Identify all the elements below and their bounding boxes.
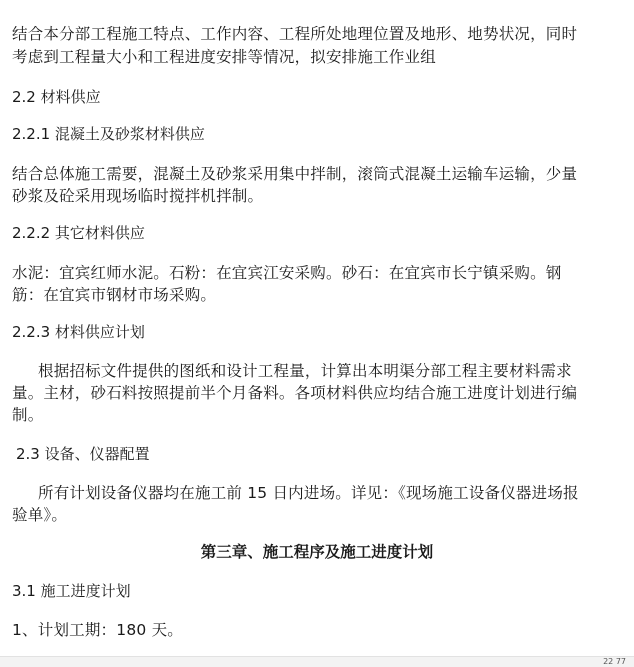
intro-paragraph-line-1: 结合本分部工程施工特点、工作内容、工程所处地理位置及地形、地势状况，同时 bbox=[12, 25, 578, 43]
paragraph-2-2-2-line-1: 水泥：宜宾红师水泥。石粉：在宜宾江安采购。砂石：在宜宾市长宁镇采购。钢 bbox=[12, 264, 562, 282]
section-heading-2-3: 2.3 设备、仪器配置 bbox=[16, 445, 150, 463]
paragraph-3-1-line-1: 1、计划工期：180 天。 bbox=[12, 621, 183, 639]
section-heading-2-2: 2.2 材料供应 bbox=[12, 88, 101, 106]
status-bar bbox=[0, 656, 634, 667]
paragraph-2-2-3-line-1: 根据招标文件提供的图纸和设计工程量，计算出本明渠分部工程主要材料需求 bbox=[38, 362, 572, 380]
section-heading-3-1: 3.1 施工进度计划 bbox=[12, 582, 131, 600]
section-heading-2-2-1: 2.2.1 混凝土及砂浆材料供应 bbox=[12, 125, 205, 143]
paragraph-2-2-2-line-2: 筋：在宜宾市钢材市场采购。 bbox=[12, 286, 217, 304]
section-heading-2-2-2: 2.2.2 其它材料供应 bbox=[12, 224, 145, 242]
status-bar-text: 22 77 bbox=[603, 657, 626, 666]
paragraph-2-2-1-line-2: 砂浆及砼采用现场临时搅拌机拌制。 bbox=[12, 187, 264, 205]
section-heading-2-2-3: 2.2.3 材料供应计划 bbox=[12, 323, 145, 341]
chapter-3-title: 第三章、施工程序及施工进度计划 bbox=[200, 542, 434, 561]
paragraph-2-2-3-line-3: 制。 bbox=[12, 406, 44, 424]
paragraph-2-3-line-2: 验单》。 bbox=[12, 506, 68, 524]
paragraph-2-2-3-line-2: 量。主材，砂石料按照提前半个月备料。各项材料供应均结合施工进度计划进行编 bbox=[12, 384, 578, 402]
intro-paragraph-line-2: 考虑到工程量大小和工程进度安排等情况，拟安排施工作业组 bbox=[12, 48, 436, 66]
paragraph-2-3-line-1: 所有计划设备仪器均在施工前 15 日内进场。详见：《现场施工设备仪器进场报 bbox=[38, 484, 579, 502]
paragraph-2-2-1-line-1: 结合总体施工需要，混凝土及砂浆采用集中拌制，滚筒式混凝土运输车运输，少量 bbox=[12, 165, 578, 183]
